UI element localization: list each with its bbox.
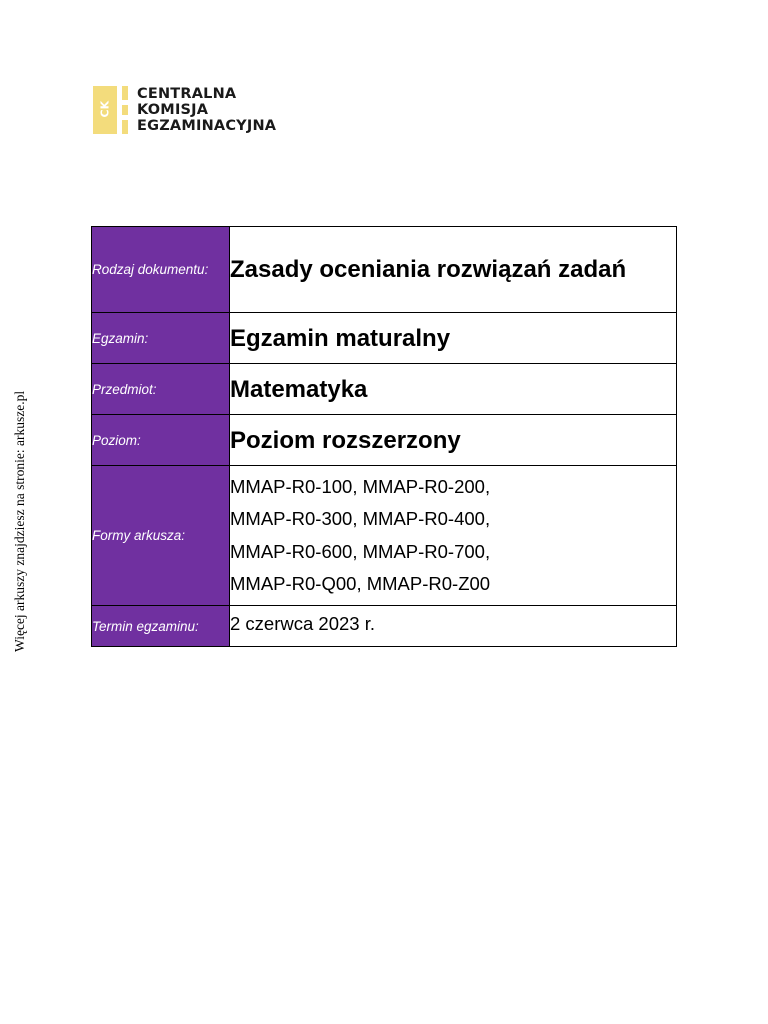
value-doc-type: Zasady oceniania rozwiązań zadań [230,256,627,283]
label-date: Termin egzaminu: [92,606,230,647]
table-row-exam [92,313,677,364]
side-watermark-note: Więcej arkuszy znajdziesz na stronie: arkusze.pl [12,390,27,652]
value-forms-line-1: MMAP-R0-100, MMAP-R0-200, [230,475,491,497]
value-forms-line-2: MMAP-R0-300, MMAP-R0-400, [230,508,491,529]
value-exam: Egzamin maturalny [230,324,451,352]
label-exam: Egzamin: [92,313,230,364]
document-info-table [91,226,677,647]
label-forms: Formy arkusza: [92,466,230,606]
table-row-date [92,606,677,647]
value-subject: Matematyka [230,375,368,403]
table-row-forms [92,466,677,606]
table-row-subject [92,364,677,415]
value-level: Poziom rozszerzony [230,426,461,454]
label-subject: Przedmiot: [92,364,230,415]
logo-line-1: CENTRALNA [137,86,237,102]
logo-line-2: KOMISJA [137,102,209,118]
table-row-level [92,415,677,466]
logo-wordmark [137,86,276,134]
value-date: 2 czerwca 2023 r. [230,612,375,634]
logo-line-3: EGZAMINACYJNA [137,118,277,134]
value-forms-line-3: MMAP-R0-600, MMAP-R0-700, [230,540,491,562]
value-forms-line-4: MMAP-R0-Q00, MMAP-R0-Z00 [230,573,491,594]
label-doc-type: Rodzaj dokumentu: [92,227,230,313]
cke-logo-mark [93,86,128,134]
table-row-doc-type [92,227,677,313]
logo-mark-text: CK [98,100,112,118]
label-level: Poziom: [92,415,230,466]
